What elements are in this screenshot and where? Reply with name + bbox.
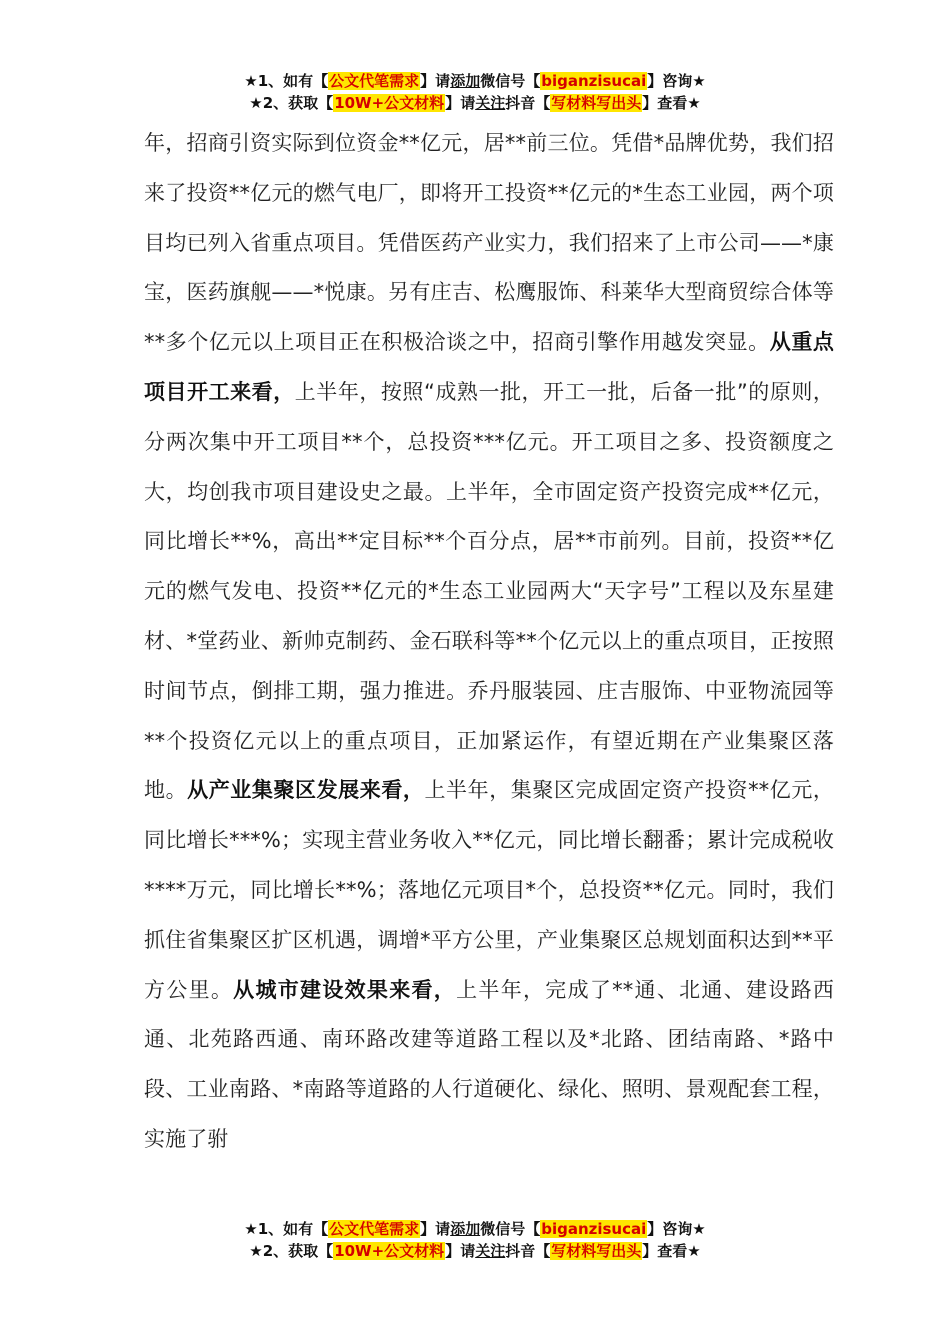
banner-text: 】咨询★	[647, 1220, 706, 1238]
footer-banner	[0, 1218, 950, 1262]
section-heading: 从重点项目开工来看，	[144, 330, 834, 404]
douyin-id-highlight: 写材料写出头	[551, 1242, 642, 1260]
highlight-text: 公文代笔需求	[329, 72, 420, 90]
underlined-text: 添加	[450, 1220, 481, 1238]
banner-text: 】请	[420, 72, 451, 90]
banner-text: ★2、获取【	[249, 1242, 334, 1260]
header-banner	[0, 70, 950, 114]
banner-text: 】咨询★	[647, 72, 706, 90]
body-paragraph: 上半年，按照“成熟一批，开工一批，后备一批”的原则，分两次集中开工项目**个，总投资***亿元。开工项目之多、投资额度之大，均创我市项目建设史之最。上半年，全市固定资产投资完成**亿元，同比增长**%，高出**定目标**个百分点，居**市前列。目前，投资**亿元的燃气发电、投资**亿元的*生态工业园两大“天字号”工程以及东星建材、*堂药业、新帅克制药、金石联科等**个亿元以上的重点项目，正按照时间节点，倒排工期，强力推进。乔丹服装园、庄吉服饰、中亚物流园等**个投资亿元以上的重点项目，正加紧运作，有望近期在产业集聚区落地。	[144, 379, 834, 803]
banner-text: 】查看★	[642, 94, 701, 112]
banner-text: ★2、获取【	[249, 94, 334, 112]
banner-line-1	[0, 70, 950, 92]
wechat-id-highlight: biganzisucai	[541, 1220, 647, 1238]
banner-line-1	[0, 1218, 950, 1240]
banner-line-2	[0, 1240, 950, 1262]
banner-text: 】请	[445, 94, 476, 112]
document-body	[144, 119, 834, 1165]
body-paragraph: 年，招商引资实际到位资金**亿元，居**前三位。凭借*品牌优势，我们招来了投资**亿元的燃气电厂，即将开工投资**亿元的*生态工业园，两个项目均已列入省重点项目。凭借医药产业实力，我们招来了上市公司——*康宝，医药旗舰——*悦康。另有庄吉、松鹰服饰、科莱华大型商贸综合体等**多个亿元以上项目正在积极洽谈之中，招商引擎作用越发突显。	[144, 131, 834, 355]
banner-text: ★1、如有【	[244, 1220, 329, 1238]
banner-text: ★1、如有【	[244, 72, 329, 90]
body-paragraph: 上半年，集聚区完成固定资产投资**亿元，同比增长***%；实现主营业务收入**亿元，同比增长翻番；累计完成税收****万元，同比增长**%；落地亿元项目*个，总投资**亿元。同时，我们抓住省集聚区扩区机遇，调增*平方公里，产业集聚区总规划面积达到**平方公里。	[144, 778, 834, 1002]
douyin-id-highlight: 写材料写出头	[551, 94, 642, 112]
banner-text: 微信号【	[480, 72, 541, 90]
banner-text: 微信号【	[480, 1220, 541, 1238]
banner-text: 】请	[420, 1220, 451, 1238]
banner-text: 抖音【	[505, 94, 551, 112]
banner-text: 】查看★	[642, 1242, 701, 1260]
highlight-text: 10W+公文材料	[334, 1242, 445, 1260]
underlined-text: 添加	[450, 72, 481, 90]
banner-line-2	[0, 92, 950, 114]
underlined-text: 关注	[475, 1242, 506, 1260]
highlight-text: 公文代笔需求	[329, 1220, 420, 1238]
section-heading: 从城市建设效果来看，	[233, 977, 457, 1002]
wechat-id-highlight: biganzisucai	[541, 72, 647, 90]
banner-text: 】请	[445, 1242, 476, 1260]
underlined-text: 关注	[475, 94, 506, 112]
section-heading: 从产业集聚区发展来看，	[187, 778, 425, 803]
banner-text: 抖音【	[505, 1242, 551, 1260]
highlight-text: 10W+公文材料	[334, 94, 445, 112]
body-paragraph: 上半年，完成了**通、北通、建设路西通、北苑路西通、南环路改建等道路工程以及*北路、团结南路、*路中段、工业南路、*南路等道路的人行道硬化、绿化、照明、景观配套工程，实施了驸	[144, 977, 834, 1151]
